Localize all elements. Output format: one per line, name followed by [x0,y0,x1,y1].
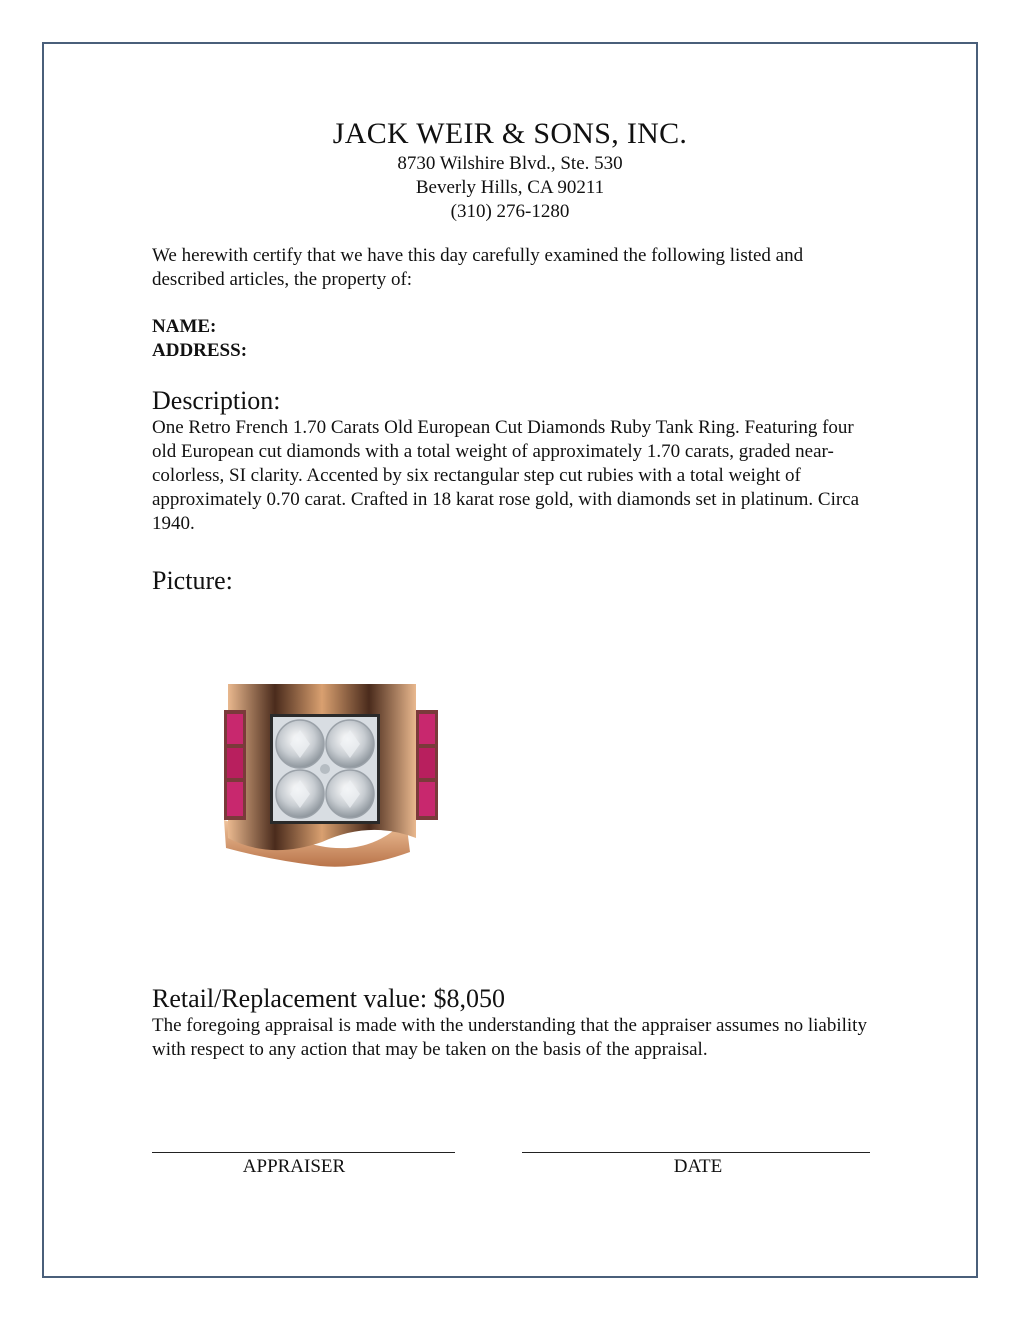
description-text: One Retro French 1.70 Carats Old European Cut Diamonds Ruby Tank Ring. Featuring four old European cut diamonds with a total weight of approximately 1.70 carats, graded near-colorless, SI clarity. Accented by six rectangular step cut rubies with a total weight of approximately 0.70 carat. Crafted in 18 karat rose gold, with diamonds set in platinum. Circa 1940. [152,417,860,534]
company-address-line1: 8730 Wilshire Blvd., Ste. 530 [397,153,623,174]
page-border [42,42,978,1278]
company-phone: (310) 276-1280 [450,201,570,222]
appraiser-label: APPRAISER [242,1156,346,1177]
certification-intro: We herewith certify that we have this day carefully examined the following listed and described articles, the property of: [152,245,804,290]
picture-heading: Picture: [152,566,233,595]
date-signature-line [522,1152,870,1153]
name-label: NAME: [152,316,217,337]
date-label: DATE [673,1156,723,1177]
description-heading: Description: [152,386,281,415]
disclaimer-text: The foregoing appraisal is made with the understanding that the appraiser assumes no liability with respect to any action that may be taken on the basis of the appraisal. [152,1015,867,1060]
owner-fields [152,315,876,363]
ring-photo [210,670,450,870]
company-name: JACK WEIR & SONS, INC. [332,117,688,150]
company-address-line2: Beverly Hills, CA 90211 [415,177,605,198]
address-label: ADDRESS: [152,340,248,361]
letterhead [0,116,1020,224]
replacement-value: Retail/Replacement value: $8,050 [152,984,506,1013]
appraiser-signature-line [152,1152,455,1153]
